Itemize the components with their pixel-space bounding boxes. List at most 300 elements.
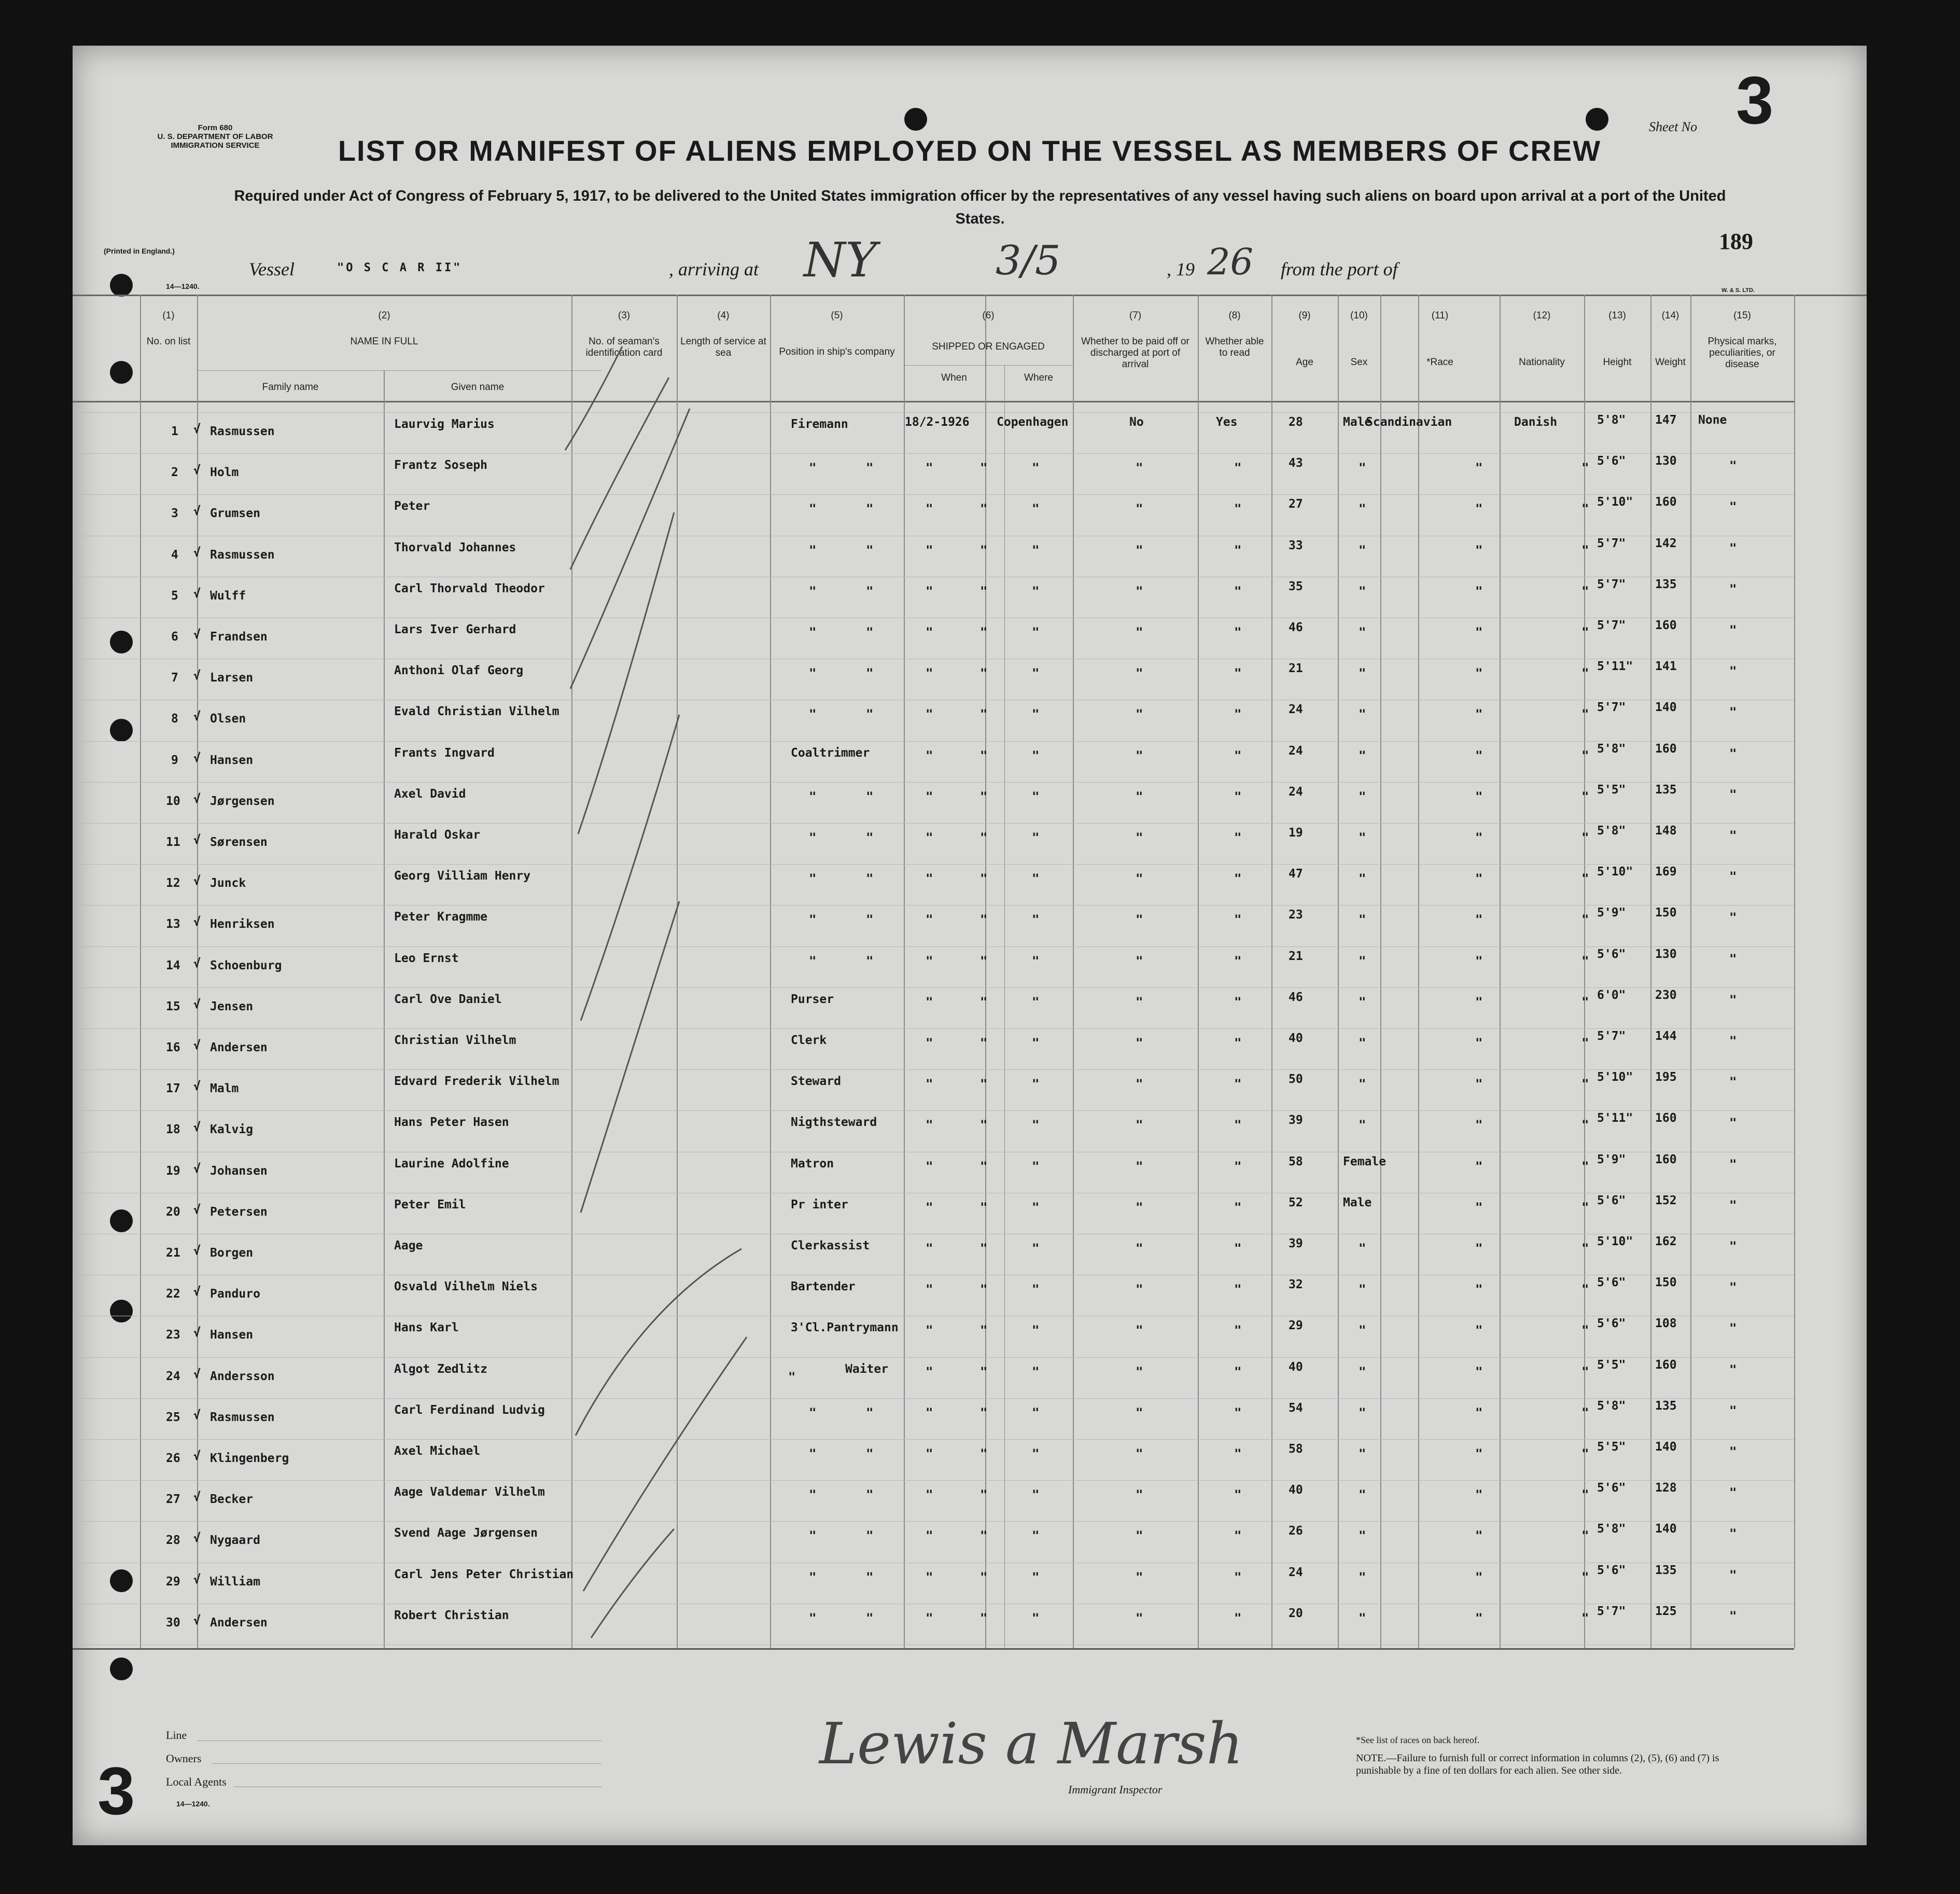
column-header	[1073, 310, 1198, 370]
column-label: Whether able to read	[1205, 336, 1264, 358]
family-name: Klingenberg	[210, 1452, 289, 1465]
ditto-mark: "	[1359, 871, 1366, 886]
ditto-mark: "	[1359, 625, 1366, 639]
position: Coaltrimmer	[791, 746, 870, 760]
age: 39	[1289, 1237, 1303, 1250]
ditto-mark: "	[1234, 1077, 1242, 1092]
ditto-mark: "	[1581, 912, 1589, 927]
ditto-mark: "	[1136, 1323, 1143, 1338]
row-number: 3	[171, 507, 178, 521]
ditto-mark: "	[1032, 789, 1040, 804]
column-label: Length of service at sea	[680, 336, 766, 358]
ditto-mark: "	[926, 830, 933, 845]
ditto-mark: "	[980, 789, 988, 804]
column-divider	[1198, 295, 1199, 1648]
ditto-mark: "	[980, 707, 988, 722]
family-name: Nygaard	[210, 1534, 260, 1548]
ditto-mark: "	[926, 1364, 933, 1379]
header-bottom-rule	[73, 401, 1794, 402]
ditto-mark: "	[1234, 1487, 1242, 1502]
ditto-mark: "	[1359, 953, 1366, 968]
arriving-label: , arriving at	[669, 259, 759, 280]
ditto-mark: "	[1136, 953, 1143, 968]
sheet-no-label: Sheet No	[1649, 119, 1698, 134]
weight: 130	[1655, 947, 1677, 961]
check-mark: √	[193, 1080, 201, 1094]
family-name: Henriksen	[210, 917, 275, 931]
row-number: 14	[166, 958, 180, 972]
column-number: (14)	[1661, 310, 1679, 321]
ditto-mark: "	[1136, 1446, 1143, 1461]
age: 24	[1289, 785, 1303, 799]
column-number: (1)	[162, 310, 175, 321]
age: 40	[1289, 1360, 1303, 1374]
ditto-mark: "	[1581, 666, 1589, 681]
ditto-mark: "	[1581, 1446, 1589, 1461]
check-mark: √	[193, 1408, 201, 1422]
height: 5'9"	[1597, 906, 1626, 920]
given-name: Axel Michael	[394, 1444, 481, 1458]
column-divider	[1004, 365, 1005, 1648]
ditto-mark: "	[980, 953, 988, 968]
ditto-mark: "	[926, 1405, 933, 1420]
ditto-mark: "	[1234, 542, 1242, 558]
ditto-mark: "	[1136, 1118, 1143, 1133]
ditto-mark: "	[809, 871, 817, 886]
check-mark: √	[193, 1491, 201, 1505]
ditto-mark: "	[1475, 625, 1483, 639]
row-number: 15	[166, 999, 180, 1013]
ditto-mark: "	[1359, 1487, 1366, 1502]
age: 21	[1289, 949, 1303, 963]
ditto-mark: "	[866, 912, 874, 927]
ditto-mark: "	[866, 625, 874, 639]
ditto-mark: "	[1359, 1241, 1366, 1256]
ditto-mark: "	[1032, 461, 1040, 476]
ditto-mark: "	[1234, 1528, 1242, 1543]
given-name: Axel David	[394, 787, 466, 801]
column-header	[1338, 310, 1380, 368]
check-mark: √	[193, 1162, 201, 1176]
ditto-mark: "	[926, 461, 933, 476]
age: 54	[1289, 1401, 1303, 1415]
check-mark: √	[193, 464, 201, 478]
ditto-mark: "	[1032, 1569, 1040, 1584]
column-number: (7)	[1129, 310, 1142, 321]
height: 5'7"	[1597, 536, 1626, 550]
ditto-mark: "	[809, 1610, 817, 1625]
punch-hole	[110, 274, 133, 297]
age: 58	[1289, 1442, 1303, 1456]
ditto-mark: "	[1234, 1118, 1242, 1133]
ditto-mark: "	[1032, 1077, 1040, 1092]
ditto-mark: "	[926, 871, 933, 886]
row-rule	[73, 1028, 1794, 1029]
ditto-mark: "	[1032, 1159, 1040, 1174]
ditto-mark: "	[1032, 1323, 1040, 1338]
ditto-mark: "	[1729, 1444, 1737, 1459]
family-name: Schoenburg	[210, 958, 282, 972]
ditto-mark: "	[1581, 1610, 1589, 1625]
ditto-mark: "	[926, 1159, 933, 1174]
ditto-mark: "	[1359, 542, 1366, 558]
family-name: Junck	[210, 876, 246, 890]
table-bottom-rule	[73, 1648, 1794, 1650]
family-name: Olsen	[210, 712, 246, 726]
weight: 135	[1655, 783, 1677, 797]
ditto-mark: "	[1581, 502, 1589, 517]
row-number: 25	[166, 1410, 180, 1424]
ditto-mark: "	[1234, 1241, 1242, 1256]
check-mark: √	[193, 1367, 201, 1381]
ditto-mark: "	[980, 1282, 988, 1297]
ditto-mark: "	[980, 1159, 988, 1174]
ditto-mark: "	[1359, 666, 1366, 681]
ditto-mark: "	[1234, 583, 1242, 598]
check-mark: √	[193, 1326, 201, 1340]
ditto-mark: "	[1581, 1569, 1589, 1584]
ditto-mark: "	[1359, 1323, 1366, 1338]
ditto-mark: "	[980, 912, 988, 927]
ditto-mark: "	[866, 1569, 874, 1584]
shipped-sub-rule	[904, 365, 1073, 366]
weight: 140	[1655, 1440, 1677, 1454]
given-name: Laurvig Marius	[394, 417, 495, 431]
ditto-mark: "	[1234, 1446, 1242, 1461]
ditto-mark: "	[809, 1569, 817, 1584]
column-header	[1500, 310, 1584, 368]
ditto-mark: "	[980, 871, 988, 886]
line-label: Line	[166, 1729, 187, 1742]
row-number: 11	[166, 835, 180, 849]
sex: Male	[1343, 1195, 1372, 1209]
column-label: Height	[1603, 357, 1632, 368]
punch-hole	[110, 1658, 133, 1680]
ditto-mark: "	[926, 1241, 933, 1256]
ditto-mark: "	[1729, 1526, 1737, 1541]
ditto-mark: "	[1234, 1610, 1242, 1625]
weight: 160	[1655, 1111, 1677, 1125]
ditto-mark: "	[1729, 1608, 1737, 1623]
ditto-mark: "	[866, 830, 874, 845]
column-header	[197, 310, 571, 347]
given-name: Harald Oskar	[394, 828, 481, 842]
row-rule	[73, 1357, 1794, 1358]
ditto-mark: "	[866, 666, 874, 681]
check-mark: √	[193, 792, 201, 806]
weight: 140	[1655, 701, 1677, 715]
height: 5'6"	[1597, 454, 1626, 468]
ditto-mark: "	[1729, 1075, 1737, 1090]
weight: 160	[1655, 742, 1677, 756]
column-label: Whether to be paid off or discharged at port of arrival	[1081, 336, 1189, 370]
ditto-mark: "	[980, 830, 988, 845]
year-label: , 19	[1167, 259, 1195, 280]
column-divider	[1500, 295, 1501, 1648]
ditto-mark: "	[926, 625, 933, 639]
owners-label: Owners	[166, 1752, 202, 1765]
table-top-rule	[73, 295, 1867, 296]
line-blank	[197, 1740, 601, 1741]
age: 35	[1289, 579, 1303, 593]
height: 5'8"	[1597, 742, 1626, 756]
ditto-mark: "	[980, 625, 988, 639]
ditto-mark: "	[866, 871, 874, 886]
ditto-mark: "	[1359, 830, 1366, 845]
column-header	[1271, 310, 1338, 368]
inspector-signature: Lewis a Marsh	[819, 1710, 1243, 1777]
row-rule	[73, 1521, 1794, 1522]
check-mark: √	[193, 1244, 201, 1258]
ditto-mark: "	[1475, 871, 1483, 886]
family-name: Kalvig	[210, 1123, 254, 1137]
check-mark: √	[193, 874, 201, 888]
ditto-mark: "	[1475, 502, 1483, 517]
age: 24	[1289, 744, 1303, 758]
given-name: Edvard Frederik Vilhelm	[394, 1075, 559, 1089]
ditto-mark: "	[1136, 1241, 1143, 1256]
position: Matron	[791, 1157, 834, 1171]
ditto-mark: "	[926, 994, 933, 1009]
age: 23	[1289, 908, 1303, 922]
ditto-mark: "	[926, 583, 933, 598]
form-number: Form 680	[198, 123, 233, 132]
family-name: Andersson	[210, 1369, 275, 1383]
ditto-mark: "	[926, 789, 933, 804]
column-header	[140, 310, 197, 347]
column-divider	[384, 370, 385, 1648]
ditto-mark: "	[1032, 583, 1040, 598]
ditto-mark: "	[1032, 1487, 1040, 1502]
ditto-mark: "	[1359, 461, 1366, 476]
ditto-mark: "	[926, 748, 933, 763]
family-name: Holm	[210, 466, 239, 480]
weight: 148	[1655, 824, 1677, 838]
given-name: Leo Ernst	[394, 951, 459, 965]
ditto-mark: "	[1581, 1323, 1589, 1338]
ditto-mark: "	[1136, 871, 1143, 886]
ditto-mark: "	[980, 1610, 988, 1625]
shipped-where: Copenhagen	[997, 415, 1069, 429]
ditto-mark: "	[1032, 666, 1040, 681]
ditto-mark: "	[1581, 1405, 1589, 1420]
weight: 128	[1655, 1481, 1677, 1495]
ditto-mark: "	[1729, 581, 1737, 596]
column-header	[1004, 372, 1073, 384]
weight: 160	[1655, 1358, 1677, 1372]
ditto-mark: "	[1475, 1528, 1483, 1543]
check-mark: √	[193, 1285, 201, 1299]
height: 5'7"	[1597, 619, 1626, 632]
given-name: Peter	[394, 499, 430, 513]
ditto-mark: "	[809, 625, 817, 639]
row-number: 27	[166, 1493, 180, 1507]
check-mark: √	[193, 1039, 201, 1052]
given-name: Osvald Vilhelm Niels	[394, 1280, 538, 1294]
ditto-mark: "	[1729, 499, 1737, 514]
ditto-mark: "	[926, 1487, 933, 1502]
column-label: When	[941, 372, 967, 383]
ditto-mark: "	[1136, 789, 1143, 804]
ditto-mark: "	[1359, 1282, 1366, 1297]
ditto-mark: "	[1234, 830, 1242, 845]
height: 5'5"	[1597, 1358, 1626, 1372]
weight: 142	[1655, 536, 1677, 550]
family-name: Becker	[210, 1493, 254, 1507]
ditto-mark: "	[1234, 748, 1242, 763]
given-name: Lars Iver Gerhard	[394, 623, 516, 636]
weight: 160	[1655, 1152, 1677, 1166]
ditto-mark: "	[866, 502, 874, 517]
ditto-mark: "	[1032, 748, 1040, 763]
check-mark: √	[193, 1203, 201, 1217]
weight: 169	[1655, 865, 1677, 879]
ditto-mark: "	[1475, 1077, 1483, 1092]
height: 5'11"	[1597, 660, 1633, 674]
ditto-mark: "	[866, 461, 874, 476]
check-mark: √	[193, 423, 201, 436]
column-header	[904, 310, 1073, 353]
inspector-label: Immigrant Inspector	[1068, 1783, 1163, 1796]
position: Steward	[791, 1075, 841, 1089]
ditto-mark: "	[866, 542, 874, 558]
ditto-mark: "	[866, 583, 874, 598]
column-divider	[197, 295, 198, 1648]
ditto-mark: "	[1359, 1610, 1366, 1625]
family-name: Malm	[210, 1082, 239, 1096]
ditto-mark: "	[1234, 912, 1242, 927]
row-number: 8	[171, 712, 178, 726]
age: 32	[1289, 1278, 1303, 1292]
ditto-mark: "	[980, 1118, 988, 1133]
ditto-mark: "	[1729, 664, 1737, 679]
ditto-mark: "	[1359, 1569, 1366, 1584]
ditto-mark: "	[1581, 953, 1589, 968]
row-number: 7	[171, 671, 178, 685]
column-number: (11)	[1431, 310, 1449, 321]
ditto-mark: "	[1581, 1487, 1589, 1502]
ditto-mark: "	[809, 789, 817, 804]
ditto-mark: "	[980, 1569, 988, 1584]
height: 5'8"	[1597, 824, 1626, 838]
age: 28	[1289, 415, 1303, 429]
ditto-mark: "	[1359, 1446, 1366, 1461]
family-name: Hansen	[210, 1328, 254, 1342]
ditto-mark: "	[1475, 583, 1483, 598]
age: 47	[1289, 867, 1303, 881]
column-divider	[1271, 295, 1272, 1648]
row-rule	[73, 1398, 1794, 1399]
check-mark: √	[193, 1613, 201, 1627]
ditto-mark: "	[1475, 830, 1483, 845]
punch-hole	[110, 1569, 133, 1592]
given-name: Hans Peter Hasen	[394, 1116, 509, 1130]
ditto-mark: "	[1581, 1241, 1589, 1256]
weight: 125	[1655, 1604, 1677, 1618]
form-code: 14—1240.	[166, 282, 200, 290]
ditto-mark: "	[1234, 1569, 1242, 1584]
ditto-mark: "	[1359, 502, 1366, 517]
row-number: 19	[166, 1164, 180, 1178]
row-number: 20	[166, 1205, 180, 1219]
given-name: Christian Vilhelm	[394, 1034, 516, 1047]
ditto-mark: "	[1729, 1362, 1737, 1377]
ditto-mark: "	[1475, 748, 1483, 763]
height: 5'7"	[1597, 1029, 1626, 1043]
ditto-mark: "	[1359, 789, 1366, 804]
height: 5'6"	[1597, 1317, 1626, 1331]
family-name: Borgen	[210, 1246, 254, 1260]
ditto-mark: "	[809, 502, 817, 517]
ditto-mark: "	[1729, 1239, 1737, 1254]
row-rule	[73, 494, 1794, 495]
ditto-mark: "	[1581, 1282, 1589, 1297]
weight: 140	[1655, 1522, 1677, 1536]
ditto-mark: "	[1581, 748, 1589, 763]
ditto-mark: "	[1581, 871, 1589, 886]
row-number: 16	[166, 1041, 180, 1054]
given-name: Frants Ingvard	[394, 746, 495, 760]
ditto-mark: "	[1359, 707, 1366, 722]
ditto-mark: "	[926, 1323, 933, 1338]
column-number: (6)	[982, 310, 995, 321]
weight: 130	[1655, 454, 1677, 468]
height: 5'7"	[1597, 577, 1626, 591]
given-name: Frantz Soseph	[394, 458, 488, 472]
family-name: William	[210, 1575, 260, 1589]
ditto-mark: "	[1729, 1567, 1737, 1582]
ditto-mark: "	[926, 912, 933, 927]
column-divider	[904, 295, 905, 1648]
family-name: Grumsen	[210, 507, 260, 521]
row-number: 18	[166, 1123, 180, 1137]
check-mark: √	[193, 1531, 201, 1545]
vessel-label: Vessel	[249, 259, 295, 280]
ditto-mark: "	[1234, 625, 1242, 639]
ditto-mark: "	[1234, 707, 1242, 722]
ditto-mark: "	[1032, 830, 1040, 845]
ditto-mark: "	[1729, 910, 1737, 925]
position: Bartender	[791, 1280, 856, 1294]
height: 5'6"	[1597, 1481, 1626, 1495]
family-name: Andersen	[210, 1041, 268, 1054]
ditto-mark: "	[1581, 789, 1589, 804]
ditto-mark: "	[1032, 912, 1040, 927]
ditto-mark: "	[1234, 461, 1242, 476]
weight: 135	[1655, 1563, 1677, 1577]
column-header	[197, 382, 384, 393]
family-name: Johansen	[210, 1164, 268, 1178]
ditto-mark: "	[809, 912, 817, 927]
weight: 152	[1655, 1193, 1677, 1207]
ditto-mark: "	[1234, 1159, 1242, 1174]
ditto-mark: "	[1475, 912, 1483, 927]
ditto-mark: "	[1234, 666, 1242, 681]
ditto-mark: "	[1032, 542, 1040, 558]
ditto-mark: "	[1136, 1364, 1143, 1379]
age: 19	[1289, 826, 1303, 840]
ditto-mark: "	[1581, 994, 1589, 1009]
name-sub-rule	[197, 370, 601, 371]
ditto-mark: "	[1359, 1364, 1366, 1379]
ditto-mark: "	[866, 789, 874, 804]
printer-mark: W. & S. LTD.	[1721, 287, 1755, 294]
owners-blank	[213, 1763, 601, 1764]
column-number: (12)	[1533, 310, 1551, 321]
column-divider	[1338, 295, 1339, 1648]
column-divider	[677, 295, 678, 1648]
column-header	[1198, 310, 1271, 359]
